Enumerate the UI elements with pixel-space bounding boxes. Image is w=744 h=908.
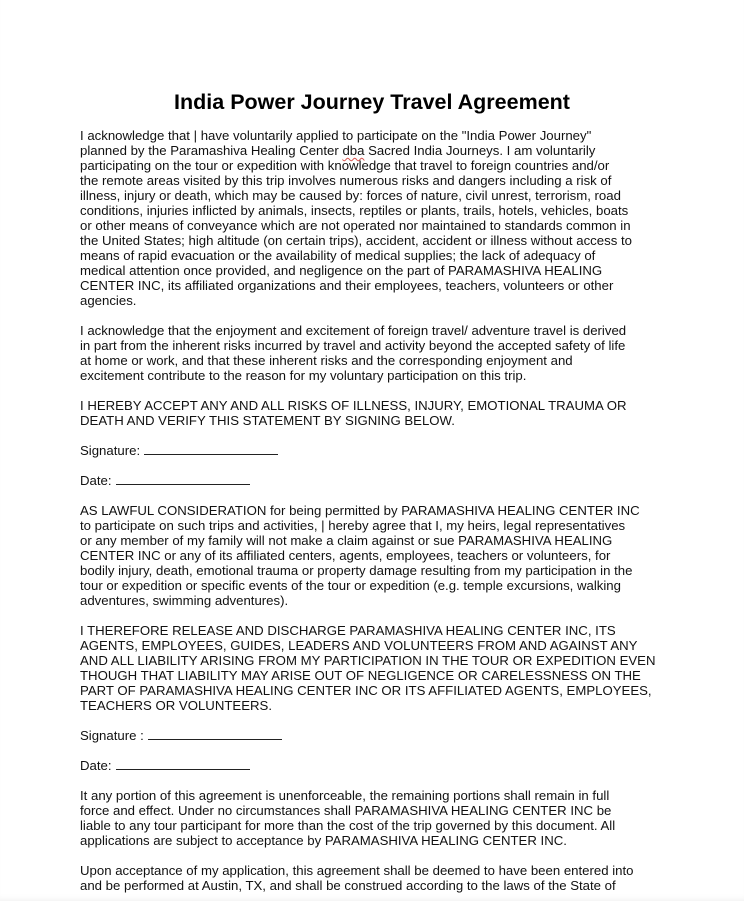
spellcheck-flagged-word: dba	[342, 143, 365, 158]
text-line: liable to any tour participant for more than the cost of the trip governed by this document. All	[80, 818, 616, 833]
paragraph-release-discharge	[80, 623, 680, 713]
text-line: applications are subject to acceptance by PARAMASHIVA HEALING CENTER INC.	[80, 833, 567, 848]
date-label: Date:	[80, 473, 112, 488]
signature-line[interactable]	[144, 443, 278, 455]
text-line: It any portion of this agreement is unenforceable, the remaining portions shall remain in full	[80, 788, 610, 803]
text-line: the remote areas visited by this trip involves numerous risks and dangers including a risk of	[80, 173, 612, 188]
text-line: CENTER INC, its affiliated organizations and their employees, teachers, volunteers or other	[80, 278, 614, 293]
text-line: participating on the tour or expedition with knowledge that travel to foreign countries and/or	[80, 158, 610, 173]
date-field-1[interactable]	[80, 473, 680, 488]
document-title: India Power Journey Travel Agreement	[174, 90, 570, 114]
signature-field-1[interactable]	[80, 443, 680, 458]
text-line: CENTER INC or any of its affiliated centers, agents, employees, teachers or volunteers, for	[80, 548, 611, 563]
paragraph-enjoyment-of-travel	[80, 323, 680, 383]
text-line: I THEREFORE RELEASE AND DISCHARGE PARAMASHIVA HEALING CENTER INC, ITS	[80, 623, 616, 638]
text-line: agencies.	[80, 293, 137, 308]
text-line: AGENTS, EMPLOYEES, GUIDES, LEADERS AND VOLUNTEERS FROM AND AGAINST ANY	[80, 638, 638, 653]
text-line: AND ALL LIABILITY ARISING FROM MY PARTICIPATION IN THE TOUR OR EXPEDITION EVEN	[80, 653, 656, 668]
signature-line[interactable]	[148, 728, 282, 740]
text-line: DEATH AND VERIFY THIS STATEMENT BY SIGNING BELOW.	[80, 413, 455, 428]
text-line: tour or expedition or specific events of the tour or expedition (e.g. temple excursions, walking	[80, 578, 621, 593]
signature-field-2[interactable]	[80, 728, 680, 743]
text-line: I acknowledge that | have voluntarily applied to participate on the "India Power Journey"	[80, 128, 592, 143]
text-line: medical attention once provided, and negligence on the part of PARAMASHIVA HEALING	[80, 263, 603, 278]
text-line: or any member of my family will not make a claim against or sue PARAMASHIVA HEALING	[80, 533, 613, 548]
paragraph-severability	[80, 788, 680, 848]
date-line[interactable]	[116, 758, 250, 770]
paragraph-governing-law	[80, 863, 680, 893]
text-line: force and effect. Under no circumstances shall PARAMASHIVA HEALING CENTER INC be	[80, 803, 612, 818]
text-line	[80, 143, 680, 158]
text-line: I HEREBY ACCEPT ANY AND ALL RISKS OF ILLNESS, INJURY, EMOTIONAL TRAUMA OR	[80, 398, 627, 413]
text-line: excitement contribute to the reason for my voluntary participation on this trip.	[80, 368, 527, 383]
signature-label: Signature:	[80, 443, 141, 458]
signature-label: Signature :	[80, 728, 144, 743]
text-line: to participate on such trips and activities, | hereby agree that I, my heirs, legal representatives	[80, 518, 626, 533]
text-segment: Sacred India Journeys. I am voluntarily	[364, 143, 596, 158]
text-line: Upon acceptance of my application, this agreement shall be deemed to have been entered into	[80, 863, 634, 878]
paragraph-accept-risks	[80, 398, 680, 428]
text-line: the United States; high altitude (on certain trips), accident, accident or illness without access to	[80, 233, 632, 248]
document-body	[80, 128, 680, 908]
text-line: THOUGH THAT LIABILITY MAY ARISE OUT OF NEGLIGENCE OR CARELESSNESS ON THE	[80, 668, 641, 683]
text-line: means of rapid evacuation or the availability of medical supplies; the lack of adequacy of	[80, 248, 596, 263]
text-line: I acknowledge that the enjoyment and excitement of foreign travel/ adventure travel is derived	[80, 323, 627, 338]
text-line: TEACHERS OR VOLUNTEERS.	[80, 698, 272, 713]
text-segment: planned by the Paramashiva Healing Center	[80, 143, 343, 158]
date-line[interactable]	[116, 473, 250, 485]
paragraph-lawful-consideration	[80, 503, 680, 608]
text-line: bodily injury, death, emotional trauma or property damage resulting from my participation in the	[80, 563, 633, 578]
text-line: adventures, swimming adventures).	[80, 593, 289, 608]
date-field-2[interactable]	[80, 758, 680, 773]
text-line: in part from the inherent risks incurred by travel and activity beyond the accepted safety of life	[80, 338, 626, 353]
text-line: and be performed at Austin, TX, and shall be construed according to the laws of the State of	[80, 878, 616, 893]
text-line: AS LAWFUL CONSIDERATION for being permitted by PARAMASHIVA HEALING CENTER INC	[80, 503, 640, 518]
text-line: conditions, injuries inflicted by animals, insects, reptiles or plants, trails, hotels, vehicles, boats	[80, 203, 629, 218]
text-line: PART OF PARAMASHIVA HEALING CENTER INC OR ITS AFFILIATED AGENTS, EMPLOYEES,	[80, 683, 652, 698]
paragraph-acknowledgement-risks	[80, 128, 680, 308]
text-line: illness, injury or death, which may be caused by: forces of nature, civil unrest, terrorism, road	[80, 188, 621, 203]
text-line: at home or work, and that these inherent risks and the corresponding enjoyment and	[80, 353, 573, 368]
text-line: or other means of conveyance which are not operated nor maintained to standards common in	[80, 218, 631, 233]
date-label: Date:	[80, 758, 112, 773]
